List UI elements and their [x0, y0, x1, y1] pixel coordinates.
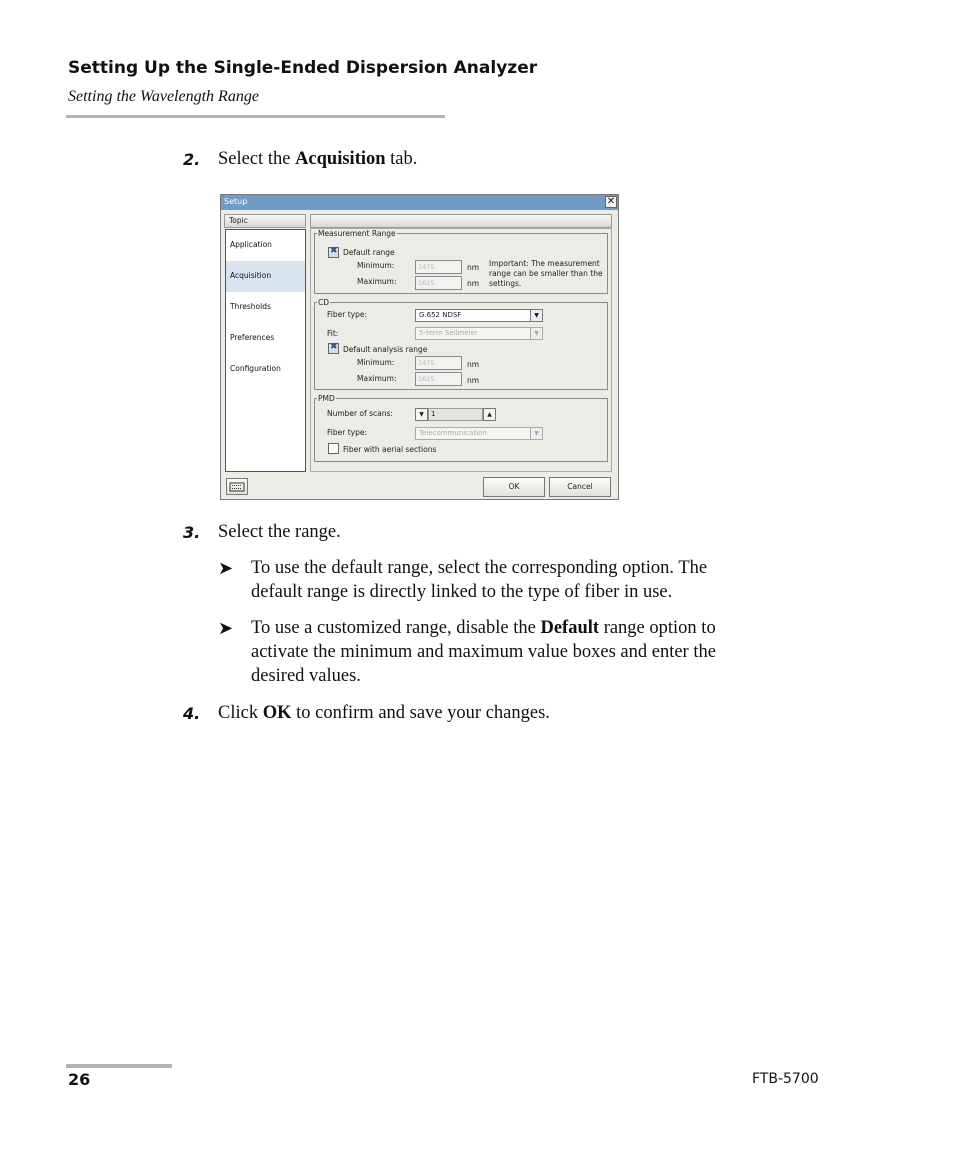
ok-button[interactable]: OK [483, 477, 545, 497]
range-maximum-field[interactable]: 1625 [415, 276, 462, 290]
range-maximum-label: Maximum: [357, 277, 397, 286]
aerial-sections-checkbox[interactable] [328, 443, 339, 454]
scans-value[interactable]: 1 [428, 408, 483, 421]
cd-fiber-type-label: Fiber type: [327, 310, 367, 319]
step-2-text: Select the Acquisition tab. [218, 149, 418, 169]
aerial-sections-label: Fiber with aerial sections [343, 445, 437, 454]
topic-item-thresholds[interactable]: Thresholds [230, 302, 271, 311]
cd-fit-select[interactable] [415, 327, 543, 340]
pmd-fiber-type-label: Fiber type: [327, 428, 367, 437]
step-2-number: 2. [183, 150, 201, 169]
step-3-text: Select the range. [218, 522, 341, 542]
cd-minimum-field[interactable]: 1475 [415, 356, 462, 370]
range-note-line2: range can be smaller than the [489, 269, 603, 278]
scans-increment-button[interactable]: ▲ [483, 408, 496, 421]
range-note-line3: settings. [489, 279, 522, 288]
range-note-line1: Important: The measurement [489, 259, 600, 268]
panel-header [310, 214, 612, 228]
pmd-legend: PMD [318, 394, 335, 403]
measurement-range-legend: Measurement Range [318, 229, 396, 238]
section-title: Setting Up the Single-Ended Dispersion Analyzer [68, 58, 538, 78]
cd-fit-label: Fit: [327, 329, 339, 338]
cd-legend: CD [318, 298, 330, 307]
range-minimum-unit: nm [467, 263, 480, 272]
range-maximum-unit: nm [467, 279, 480, 288]
topic-item-application[interactable]: Application [230, 240, 272, 249]
step-4-text: Click OK to confirm and save your changes. [218, 703, 550, 723]
bullet-arrow-icon: ➤ [218, 558, 234, 578]
step-3-number: 3. [183, 523, 201, 542]
default-analysis-checkbox[interactable] [328, 343, 339, 354]
chevron-down-icon: ▼ [530, 310, 542, 321]
section-subtitle: Setting the Wavelength Range [68, 88, 259, 105]
cd-minimum-unit: nm [467, 360, 480, 369]
pmd-fiber-type-value: Telecommunication [419, 429, 487, 437]
setup-dialog [220, 194, 619, 500]
topic-item-configuration[interactable]: Configuration [230, 364, 281, 373]
topic-item-preferences[interactable]: Preferences [230, 333, 275, 342]
range-minimum-label: Minimum: [357, 261, 395, 270]
bullet-2-line-3: desired values. [251, 666, 361, 686]
footer-divider [66, 1064, 172, 1068]
bullet-1-line-2: default range is directly linked to the type of fiber in use. [251, 582, 673, 602]
default-range-checkbox[interactable] [328, 247, 339, 258]
range-minimum-field[interactable]: 1475 [415, 260, 462, 274]
pmd-scans-label: Number of scans: [327, 409, 393, 418]
cd-fit-value: 5-term Sellmeier [419, 329, 478, 337]
dialog-title: Setup [224, 197, 248, 206]
page-number: 26 [68, 1070, 91, 1089]
bullet-2-line-1: To use a customized range, disable the Default range option to [251, 618, 716, 638]
cd-minimum-label: Minimum: [357, 358, 395, 367]
bullet-1-line-1: To use the default range, select the corresponding option. The [251, 558, 708, 578]
product-model: FTB-5700 [752, 1071, 819, 1087]
close-icon[interactable]: ✕ [606, 196, 616, 207]
default-range-label: Default range [343, 248, 395, 257]
cd-maximum-label: Maximum: [357, 374, 397, 383]
cancel-button[interactable]: Cancel [549, 477, 611, 497]
cd-maximum-unit: nm [467, 376, 480, 385]
acquisition-panel [310, 228, 612, 472]
topic-list [225, 229, 306, 472]
cd-maximum-field[interactable]: 1625 [415, 372, 462, 386]
header-divider [66, 115, 445, 118]
scans-decrement-button[interactable]: ▼ [415, 408, 428, 421]
default-analysis-label: Default analysis range [343, 345, 428, 354]
keyboard-icon[interactable] [226, 478, 248, 495]
pmd-fiber-type-select[interactable] [415, 427, 543, 440]
cd-fiber-type-value: G.652 NDSF [419, 311, 462, 319]
topic-header: Topic [224, 214, 306, 228]
bullet-arrow-icon: ➤ [218, 618, 234, 638]
chevron-down-icon: ▼ [530, 328, 542, 339]
step-4-number: 4. [183, 704, 201, 723]
bullet-2-line-2: activate the minimum and maximum value boxes and enter the [251, 642, 716, 662]
topic-item-acquisition[interactable]: Acquisition [226, 261, 305, 292]
dialog-titlebar [221, 195, 618, 210]
chevron-down-icon: ▼ [530, 428, 542, 439]
cd-fiber-type-select[interactable] [415, 309, 543, 322]
keyboard-icon-glyph [227, 479, 247, 494]
